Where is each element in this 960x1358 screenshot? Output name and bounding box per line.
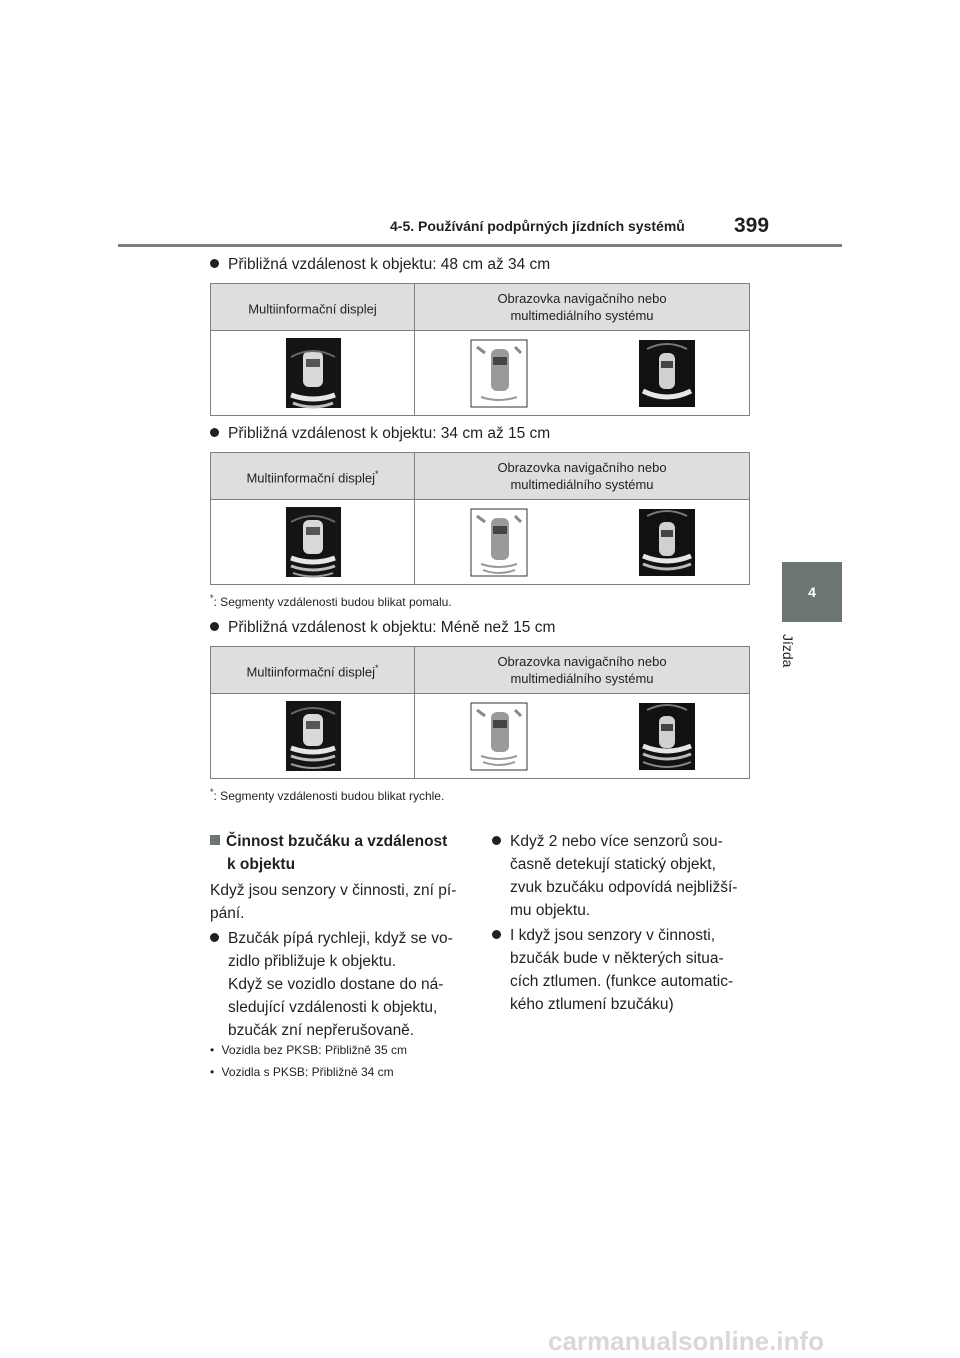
bullet-text: Přibližná vzdálenost k objektu: 48 cm až 34 cm — [228, 256, 551, 273]
buzzer-bullet-2: Když 2 nebo více senzorů sou- časně detekují statický objekt, zvuk bzučáku odpovídá nejbližší- mu objektu. — [492, 830, 737, 922]
chapter-label-text: Jízda — [780, 634, 796, 668]
bullet-dot — [210, 428, 219, 437]
nav-display-cell — [415, 500, 750, 585]
mid-screen-graphic — [211, 694, 414, 778]
buzzer-heading: Činnost bzučáku a vzdálenost k objektu — [210, 830, 447, 876]
mid-graphic-2 — [211, 500, 414, 584]
nav-graphic-3 — [415, 694, 749, 778]
bullet-text: Přibližná vzdálenost k objektu: 34 cm až 15 cm — [228, 425, 551, 442]
nav-display-cell — [415, 331, 750, 416]
bullet-dot — [492, 836, 501, 845]
chapter-label — [780, 634, 810, 694]
mid-screen-graphic — [211, 500, 414, 584]
bullet-dot — [492, 930, 501, 939]
multi-display-cell — [211, 694, 415, 779]
heading-square-icon — [210, 835, 220, 845]
col-header-nav: Obrazovka navigačního nebo multimediálního systému — [415, 453, 750, 500]
col-header-nav: Obrazovka navigačního nebo multimediálního systému — [415, 647, 750, 694]
buzzer-intro: Když jsou senzory v činnosti, zní pí- pání. — [210, 882, 457, 922]
multi-display-cell — [211, 331, 415, 416]
mid-graphic-3 — [211, 694, 414, 778]
buzzer-bullet-1: Bzučák pípá rychleji, když se vo- zidlo přibližuje k objektu. Když se vozidlo dostane do ná- sledující vzdálenosti k objektu, bzučák zní nepřerušovaně. — [210, 927, 453, 1042]
header-rule — [118, 244, 842, 247]
footnote-2: *: Segmenty vzdálenosti budou blikat pomalu. — [210, 593, 452, 609]
nav-graphic-2 — [415, 500, 749, 584]
nav-display-cell — [415, 694, 750, 779]
sub-bullet-1: • Vozidla bez PKSB: Přibližně 35 cm — [210, 1043, 407, 1057]
nav-screen-graphics — [415, 694, 751, 778]
col-header-multi: Multiinformační displej* — [211, 647, 415, 694]
col-header-nav: Obrazovka navigačního nebo multimediálního systému — [415, 284, 750, 331]
bullet-dot — [210, 622, 219, 631]
distance-bullet-3 — [210, 619, 555, 637]
nav-screen-graphics — [415, 331, 751, 415]
distance-bullet-2 — [210, 425, 550, 443]
mid-screen-graphic — [211, 331, 414, 415]
multi-display-cell — [211, 500, 415, 585]
display-table-2 — [210, 452, 750, 585]
col-header-multi: Multiinformační displej — [211, 284, 415, 331]
nav-screen-graphics — [415, 500, 751, 584]
watermark: carmanualsonline.info — [548, 1326, 824, 1356]
footnote-3: *: Segmenty vzdálenosti budou blikat rychle. — [210, 787, 445, 803]
sub-bullet-2: • Vozidla s PKSB: Přibližně 34 cm — [210, 1065, 394, 1079]
bullet-text: Přibližná vzdálenost k objektu: Méně než 15 cm — [228, 619, 556, 636]
page-number: 399 — [734, 214, 770, 237]
distance-bullet-1 — [210, 256, 550, 274]
col-header-multi: Multiinformační displej* — [211, 453, 415, 500]
display-table-1 — [210, 283, 750, 416]
display-table-3 — [210, 646, 750, 779]
chapter-tab[interactable]: 4 — [782, 562, 842, 622]
section-title: 4-5. Používání podpůrných jízdních systémů — [390, 218, 685, 234]
bullet-dot — [210, 933, 219, 942]
nav-graphic-1 — [415, 331, 749, 415]
bullet-dot — [210, 259, 219, 268]
buzzer-bullet-3: I když jsou senzory v činnosti, bzučák bude v některých situa- cích ztlumen. (funkce automatic- kého ztlumení bzučáku) — [492, 924, 733, 1016]
mid-graphic-1 — [211, 331, 414, 415]
